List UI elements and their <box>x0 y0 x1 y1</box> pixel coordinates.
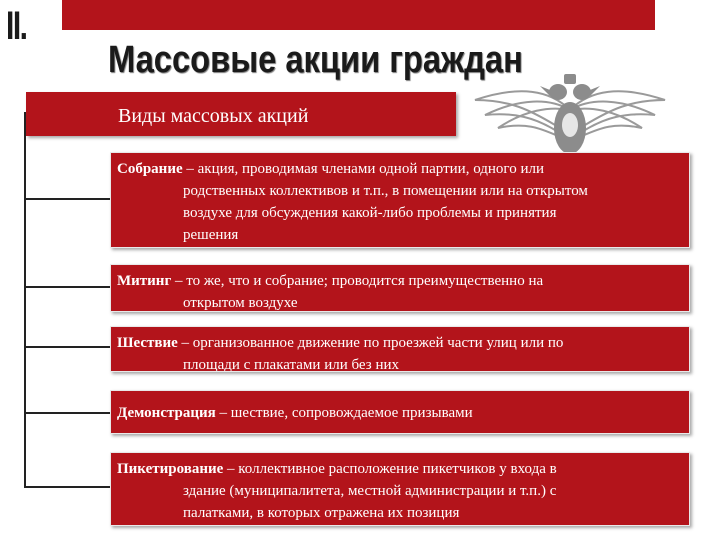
definition-text: – то же, что и собрание; проводится преимущественно на <box>171 273 544 289</box>
section-number: II. <box>6 4 27 48</box>
action-type-piketirovanie <box>110 452 690 526</box>
top-accent-bar <box>62 0 655 30</box>
action-type-miting <box>110 264 690 312</box>
definition-text: здание (муниципалитета, местной администрации и т.п.) с <box>183 483 557 499</box>
tree-connector-branch <box>24 286 110 288</box>
tree-connector-branch <box>24 412 110 414</box>
tree-connector-branch <box>24 346 110 348</box>
definition-text: площади с плакатами или без них <box>183 357 399 372</box>
definition-text: – шествие, сопровождаемое призывами <box>215 405 473 421</box>
definition-text: родственных коллективов и т.п., в помещении или на открытом <box>183 183 588 199</box>
term-label: Демонстрация <box>117 405 216 421</box>
definition-text: открытом воздухе <box>183 295 298 311</box>
definition-text: – коллективное расположение пикетчиков у входа в <box>223 461 557 477</box>
root-node-label: Виды массовых акций <box>118 105 309 127</box>
term-label: Шествие <box>117 335 178 351</box>
definition-text: воздухе для обсуждения какой-либо проблемы и принятия <box>183 205 557 221</box>
term-label: Пикетирование <box>117 461 224 477</box>
tree-connector-branch <box>24 198 110 200</box>
page-title: Массовые акции граждан <box>108 39 523 81</box>
definition-text: решения <box>183 227 239 243</box>
action-type-sobranie <box>110 152 690 248</box>
tree-connector-vertical <box>24 112 26 486</box>
double-headed-eagle-emblem-icon <box>470 70 670 160</box>
action-type-demonstratsiya <box>110 390 690 434</box>
term-label: Собрание <box>117 161 183 177</box>
term-label: Митинг <box>117 273 172 289</box>
definition-text: палатками, в которых отражена их позиция <box>183 505 460 521</box>
tree-connector-branch <box>24 486 110 488</box>
action-type-shestvie <box>110 326 690 372</box>
definition-text: – организованное движение по проезжей части улиц или по <box>177 335 564 351</box>
definition-text: – акция, проводимая членами одной партии, одного или <box>182 161 544 177</box>
